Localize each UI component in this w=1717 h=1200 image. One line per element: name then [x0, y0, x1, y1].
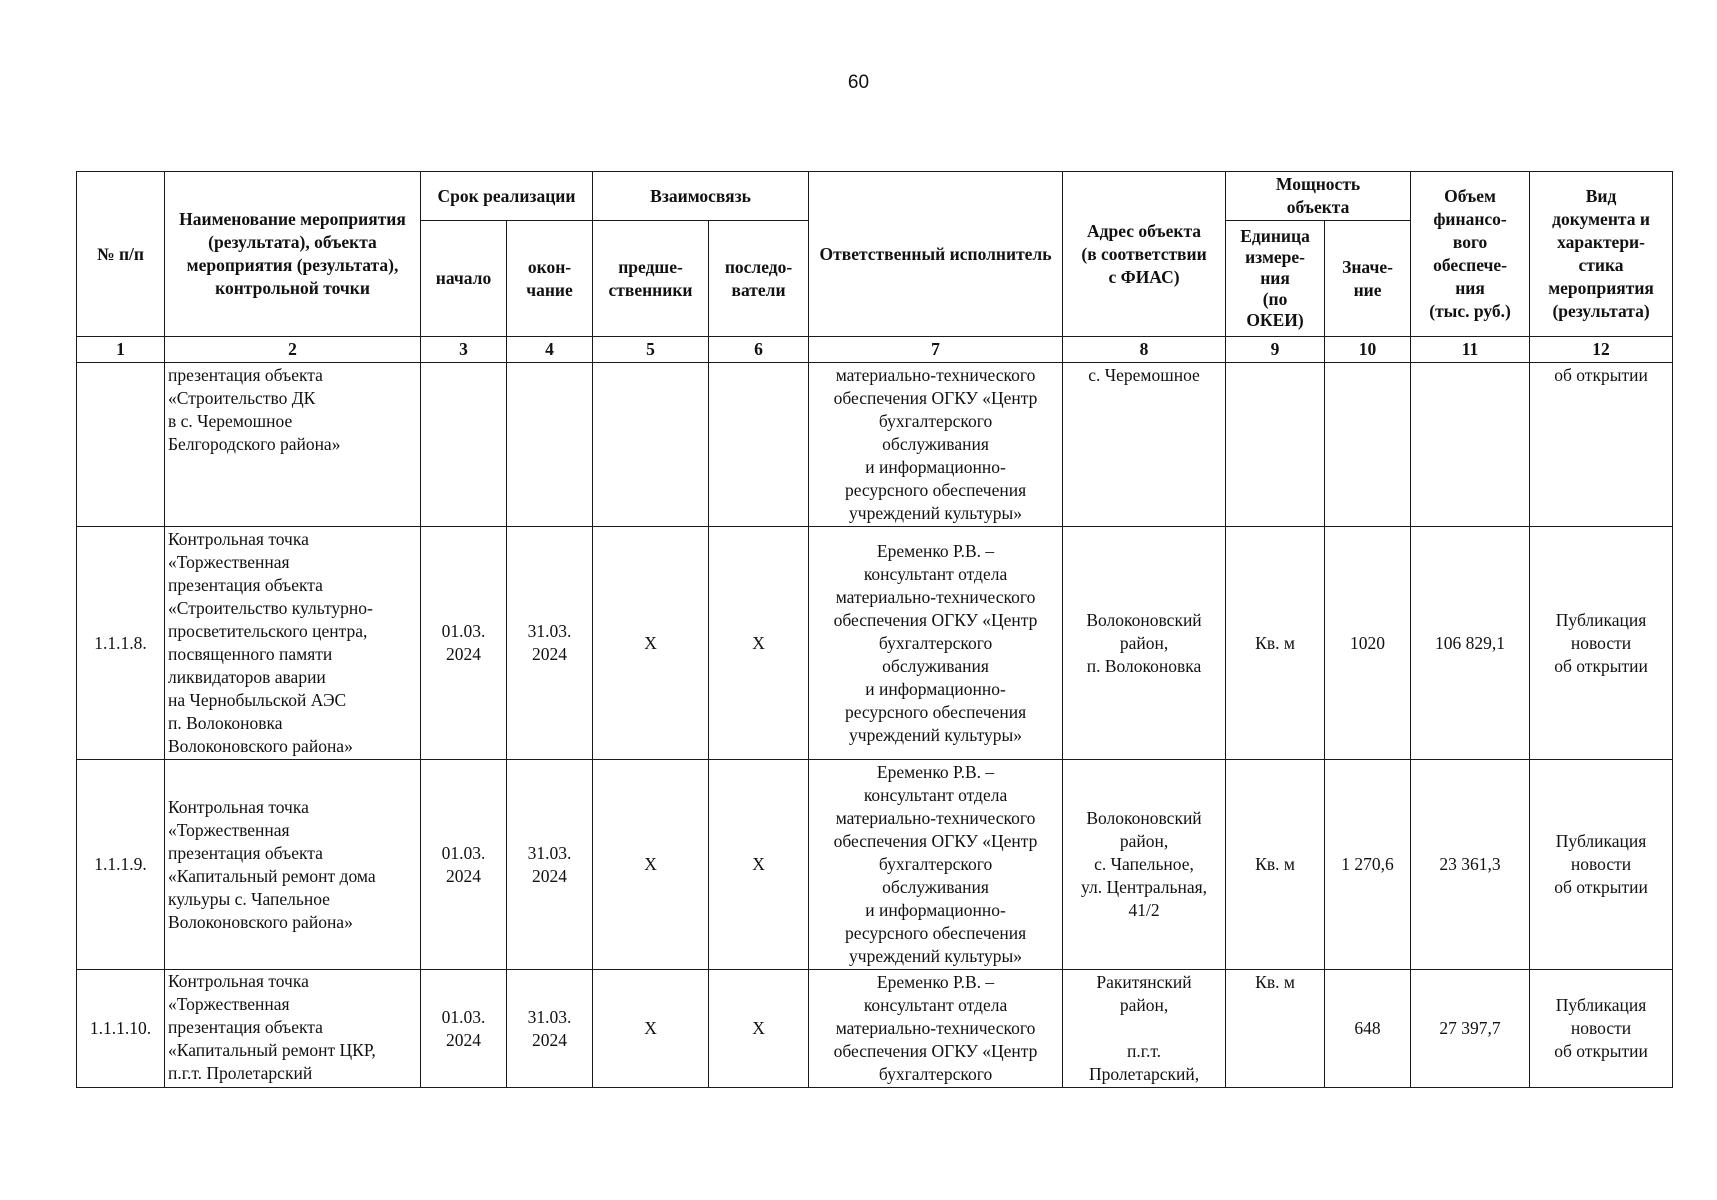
cell-unit: Кв. м — [1226, 527, 1325, 760]
header-capacity: Мощность объекта — [1226, 172, 1411, 221]
cell-predecessors — [593, 363, 709, 527]
page-number: 60 — [847, 72, 870, 93]
header-successors: последо- ватели — [709, 221, 809, 337]
table-row — [77, 760, 1673, 970]
column-number: 3 — [421, 337, 507, 363]
header-doc-type: Вид документа и характери- стика мероприятия (результата) — [1530, 172, 1673, 337]
cell-value: 648 — [1325, 970, 1411, 1088]
cell-finance: 106 829,1 — [1411, 527, 1530, 760]
cell-address: Волоконовский район, с. Чапельное, ул. Центральная, 41/2 — [1063, 760, 1226, 970]
header-num: № п/п — [77, 172, 165, 337]
cell-unit: Кв. м — [1226, 760, 1325, 970]
column-number: 4 — [507, 337, 593, 363]
cell-unit: Кв. м — [1226, 970, 1325, 1088]
cell-end: 31.03. 2024 — [507, 970, 593, 1088]
table-row — [77, 527, 1673, 760]
column-number: 7 — [809, 337, 1063, 363]
cell-start — [421, 363, 507, 527]
cell-doc: Публикация новости об открытии — [1530, 760, 1673, 970]
cell-start: 01.03. 2024 — [421, 527, 507, 760]
cell-responsible: Еременко Р.В. – консультант отдела материально-технического обеспечения ОГКУ «Центр бухгалтерского обслуживания и информационно- ресурсного обеспечения учреждений культуры» — [809, 760, 1063, 970]
header-period: Срок реализации — [421, 172, 593, 221]
column-number: 5 — [593, 337, 709, 363]
cell-responsible: Еременко Р.В. – консультант отдела материально-технического обеспечения ОГКУ «Центр бухгалтерского — [809, 970, 1063, 1088]
cell-start: 01.03. 2024 — [421, 970, 507, 1088]
cell-successors: Х — [709, 970, 809, 1088]
header-value: Значе- ние — [1325, 221, 1411, 337]
cell-name: презентация объекта «Строительство ДК в с. Черемошное Белгородского района» — [165, 363, 421, 527]
cell-address: Волоконовский район, п. Волоконовка — [1063, 527, 1226, 760]
cell-predecessors: Х — [593, 760, 709, 970]
header-relation: Взаимосвязь — [593, 172, 809, 221]
column-number: 8 — [1063, 337, 1226, 363]
cell-address: с. Черемошное — [1063, 363, 1226, 527]
cell-predecessors: Х — [593, 527, 709, 760]
column-number: 2 — [165, 337, 421, 363]
header-name: Наименование мероприятия (результата), объекта мероприятия (результата), контрольной точки — [165, 172, 421, 337]
cell-finance: 23 361,3 — [1411, 760, 1530, 970]
cell-num — [77, 363, 165, 527]
cell-name: Контрольная точка «Торжественная презентация объекта «Капитальный ремонт дома кульуры с. Чапельное Волоконовского района» — [165, 760, 421, 970]
events-table — [76, 171, 1673, 1088]
header-predecessors: предше- ственники — [593, 221, 709, 337]
column-number: 6 — [709, 337, 809, 363]
cell-num: 1.1.1.9. — [77, 760, 165, 970]
cell-end: 31.03. 2024 — [507, 527, 593, 760]
header-end: окон- чание — [507, 221, 593, 337]
column-number: 12 — [1530, 337, 1673, 363]
cell-end — [507, 363, 593, 527]
cell-finance: 27 397,7 — [1411, 970, 1530, 1088]
cell-successors — [709, 363, 809, 527]
column-number: 11 — [1411, 337, 1530, 363]
cell-name: Контрольная точка «Торжественная презентация объекта «Капитальный ремонт ЦКР, п.г.т. Пролетарский — [165, 970, 421, 1088]
cell-start: 01.03. 2024 — [421, 760, 507, 970]
cell-responsible: Еременко Р.В. – консультант отдела материально-технического обеспечения ОГКУ «Центр бухгалтерского обслуживания и информационно- ресурсного обеспечения учреждений культуры» — [809, 527, 1063, 760]
cell-name: Контрольная точка «Торжественная презентация объекта «Строительство культурно- просветительского центра, посвященного памяти ликвидаторов аварии на Чернобыльской АЭС п. Волоконовка Волоконовского района» — [165, 527, 421, 760]
cell-predecessors: Х — [593, 970, 709, 1088]
header-start: начало — [421, 221, 507, 337]
cell-end: 31.03. 2024 — [507, 760, 593, 970]
table-row — [77, 363, 1673, 527]
cell-successors: Х — [709, 760, 809, 970]
cell-value: 1020 — [1325, 527, 1411, 760]
column-number: 10 — [1325, 337, 1411, 363]
header-unit: Единица измере- ния (по ОКЕИ) — [1226, 221, 1325, 337]
cell-responsible: материально-технического обеспечения ОГКУ «Центр бухгалтерского обслуживания и информационно- ресурсного обеспечения учреждений культуры» — [809, 363, 1063, 527]
cell-value: 1 270,6 — [1325, 760, 1411, 970]
cell-num: 1.1.1.8. — [77, 527, 165, 760]
header-responsible: Ответственный исполнитель — [809, 172, 1063, 337]
cell-doc: Публикация новости об открытии — [1530, 970, 1673, 1088]
cell-unit — [1226, 363, 1325, 527]
cell-doc: об открытии — [1530, 363, 1673, 527]
cell-successors: Х — [709, 527, 809, 760]
header-address: Адрес объекта (в соответствии с ФИАС) — [1063, 172, 1226, 337]
cell-num: 1.1.1.10. — [77, 970, 165, 1088]
column-numbers-row — [77, 337, 1673, 363]
column-number: 9 — [1226, 337, 1325, 363]
cell-value — [1325, 363, 1411, 527]
header-finance: Объем финансо- вого обеспече- ния (тыс. руб.) — [1411, 172, 1530, 337]
table-row — [77, 970, 1673, 1088]
cell-finance — [1411, 363, 1530, 527]
cell-address: Ракитянский район, п.г.т. Пролетарский, — [1063, 970, 1226, 1088]
column-number: 1 — [77, 337, 165, 363]
cell-doc: Публикация новости об открытии — [1530, 527, 1673, 760]
